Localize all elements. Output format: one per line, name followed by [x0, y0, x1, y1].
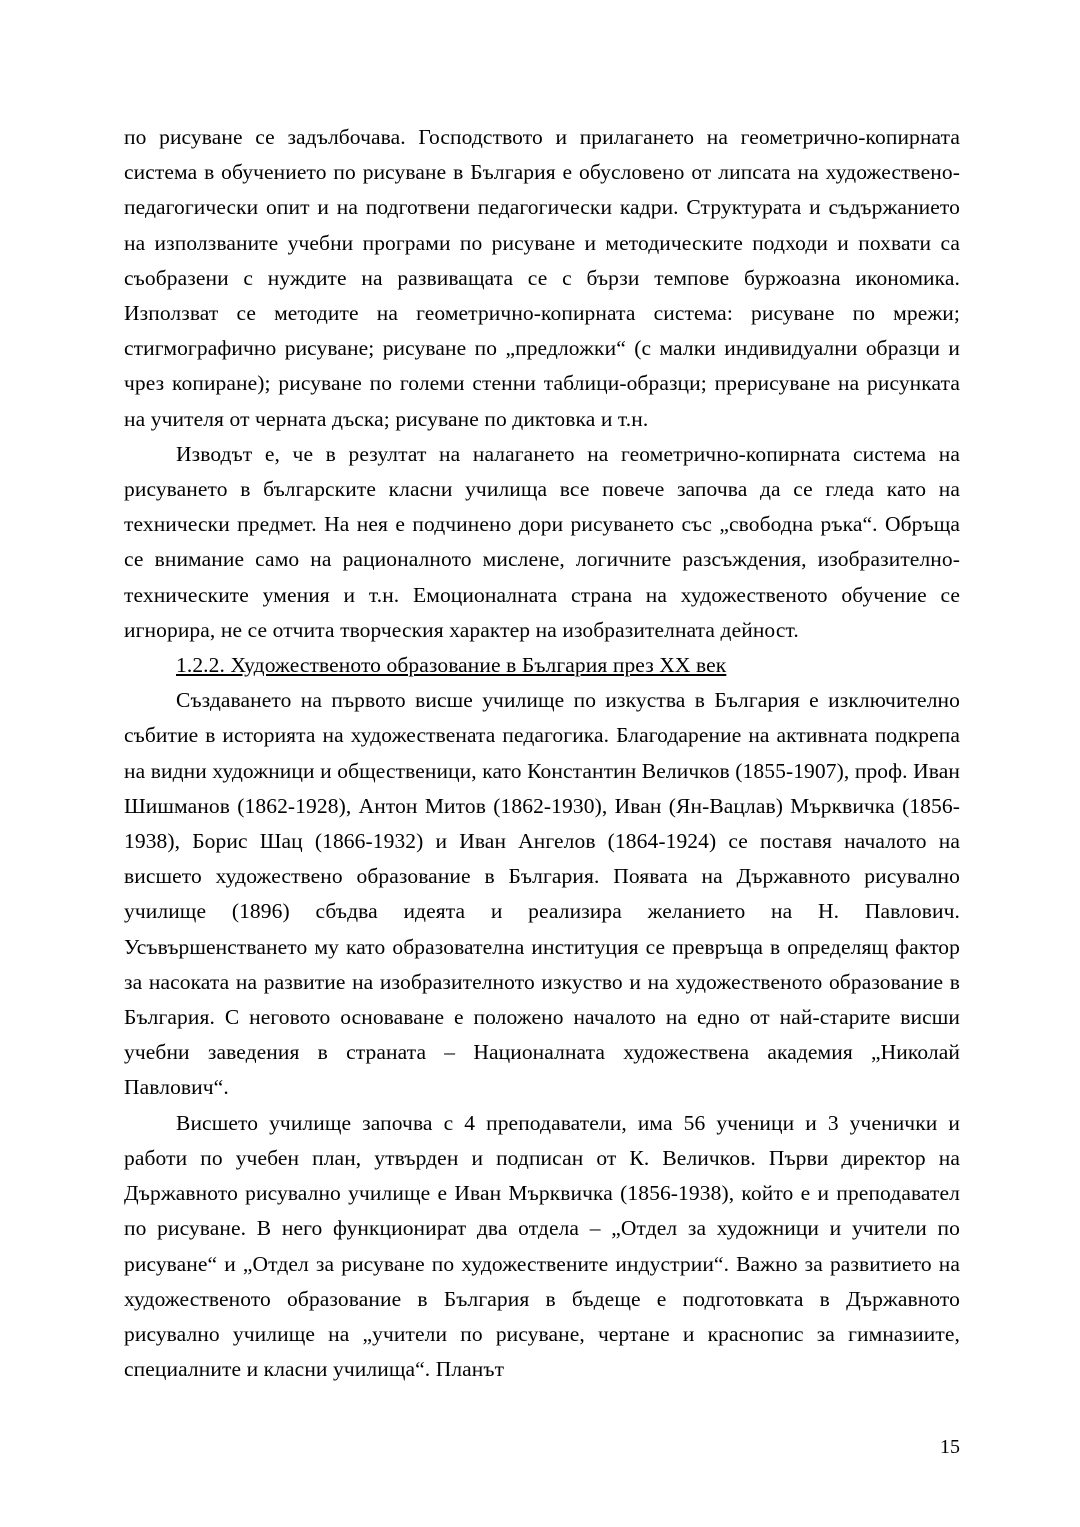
paragraph-3: Създаването на първото висше училище по изкуства в България е изключително събитие в историята на художествената педагогика. Благодарение на активната подкрепа на видни художници и общественици, като Константин Величков (1855-1907), проф. Иван Шишманов (1862-1928), Антон Митов (1862-1930), Иван (Ян-Вацлав) Мърквичка (1856-1938), Борис Шац (1866-1932) и Иван Ангелов (1864-1924) се поставя началото на висшето художествено образование в България. Появата на Държавното рисувално училище (1896) сбъдва идеята и реализира желанието на Н. Павлович. Усъвършенстването му като образователна институция се превръща в определящ фактор за насоката на развитие на изобразителното изкуство и на художественото образование в България. С неговото основаване е положено началото на едно от най-старите висши учебни заведения в страната – Националната художествена академия „Николай Павлович“. [124, 688, 960, 1100]
paragraph-1: по рисуване се задълбочава. Господството и прилагането на геометрично-копирната система в обучението по рисуване в България е обусловено от липсата на художествено-педагогически опит и на подготвени педагогически кадри. Структурата и съдържанието на използваните учебни програми по рисуване и методическите подходи и похвати са съобразени с нуждите на развиващата се с бързи темпове буржоазна икономика. Използват се методите на геометрично-копирната система: рисуване по мрежи; стигмографично рисуване; рисуване по „предложки“ (с малки индивидуални образци и чрез копиране); рисуване по големи стенни таблици-образци; прерисуване на рисунката на учителя от черната дъска; рисуване по диктовка и т.н. [124, 125, 960, 431]
section-heading-text: 1.2.2. Художественото образование в България през ХХ век [176, 653, 727, 678]
page-body [124, 120, 960, 1387]
paragraph-2: Изводът е, че в резултат на налагането на геометрично-копирната система на рисуването в българските класни училища все повече започва да се гледа като на технически предмет. На нея е подчинено дори рисуването със „свободна ръка“. Обръща се внимание само на рационалното мислене, логичните разсъждения, изобразително-техническите умения и т.н. Емоционалната страна на художественото обучение се игнорира, не се отчита творческия характер на изобразителната дейност. [124, 441, 960, 642]
page-number: 15 [940, 1436, 960, 1458]
paragraph-4: Висшето училище започва с 4 преподаватели, има 56 ученици и 3 ученички и работи по учебен план, утвърден и подписан от К. Величков. Първи директор на Държавното рисувално училище е Иван Мърквичка (1856-1938), който е и преподавател по рисуване. В него функционират два отдела – „Отдел за художници и учители по рисуване“ и „Отдел за рисуване по художествените индустрии“. Важно за развитието на художественото образование в България в бъдеще е подготовката в Държавното рисувално училище на „учители по рисуване, чертане и краснопис за гимназиите, специалните и класни училища“. Планът [124, 1110, 960, 1382]
section-heading-1-2-2 [124, 648, 960, 683]
